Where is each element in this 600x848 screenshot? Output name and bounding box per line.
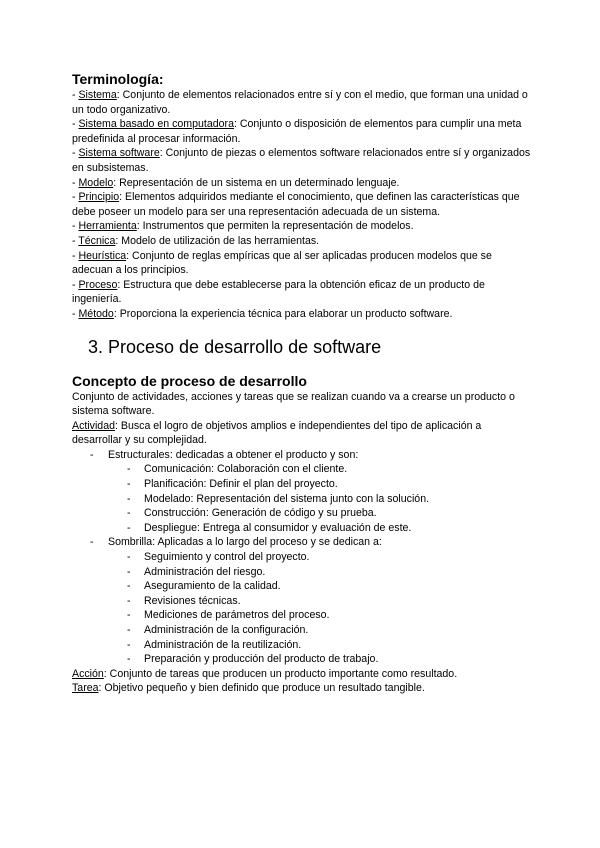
group-sombrilla: - Sombrilla: Aplicadas a lo largo del proceso y se dedican a: (90, 536, 382, 549)
section-heading: 3. Proceso de desarrollo de software (88, 336, 382, 357)
definition: : Conjunto de reglas empíricas que al ser aplicadas producen modelos que se adecuan a los principios. (72, 249, 492, 277)
list-item: - Construcción: Generación de código y su prueba. (127, 507, 377, 520)
term-herramienta: Herramienta (78, 220, 137, 233)
definition: : Objetivo pequeño y bien definido que produce un resultado tangible. (98, 682, 425, 695)
term-tecnica: Técnica (78, 234, 116, 247)
term-proceso: Proceso (78, 278, 118, 291)
terminology-item: - Sistema: Conjunto de elementos relacionados entre sí y con el medio, que forman una unidad o un todo organizativo. (72, 89, 528, 116)
document-content (72, 70, 532, 696)
group-label: Estructurales: dedicadas a obtener el producto y son: (108, 448, 359, 461)
terminology-item: - Sistema basado en computadora: Conjunto o disposición de elementos para cumplir una meta predefinida al procesar información. (72, 118, 522, 145)
term-tarea: Tarea (72, 682, 99, 695)
terminology-item: - Herramienta: Instrumentos que permiten la representación de modelos. (72, 220, 414, 233)
definition: : Modelo de utilización de las herramientas. (115, 234, 320, 247)
list-item: - Mediciones de parámetros del proceso. (127, 609, 330, 622)
activity-groups (72, 448, 532, 667)
group-estructurales: - Estructurales: dedicadas a obtener el producto y son: (90, 448, 359, 461)
list-item: - Administración de la configuración. (127, 624, 309, 636)
terminology-item: - Modelo: Representación de un sistema en un determinado lenguaje. (72, 176, 400, 189)
term-sistema-computadora: Sistema basado en computadora (78, 118, 234, 131)
action-paragraph (72, 667, 532, 682)
definition: : Elementos adquiridos mediante el conocimiento, que definen las características que debe poseer un modelo para ser una representación adecuada de un sistema. (72, 191, 520, 218)
terminology-item: - Técnica: Modelo de utilización de las herramientas. (72, 234, 320, 247)
definition: : Conjunto de tareas que producen un producto importante como resultado. (103, 667, 458, 680)
term-sistema-software: Sistema software (78, 147, 160, 160)
definition: : Proporciona la experiencia técnica para elaborar un producto software. (113, 307, 453, 320)
definition: : Conjunto o disposición de elementos para cumplir una meta predefinida al procesar información. (72, 118, 522, 145)
term-principio: Principio (78, 191, 120, 204)
terminology-item: - Método: Proporciona la experiencia técnica para elaborar un producto software. (72, 307, 453, 320)
list-item: - Administración de la reutilización. (127, 638, 302, 651)
list-item: - Modelado: Representación del sistema junto con la solución. (127, 492, 430, 505)
list-item: - Comunicación: Colaboración con el cliente. (127, 463, 348, 476)
definition: : Representación de un sistema en un determinado lenguaje. (113, 176, 400, 189)
definition: : Estructura que debe establecerse para la obtención eficaz de un producto de ingeniería. (72, 278, 485, 306)
definition: : Conjunto de piezas o elementos software relacionados entre sí y organizados en subsistemas. (72, 147, 531, 174)
term-actividad: Actividad (72, 419, 115, 432)
concept-intro: Conjunto de actividades, acciones y tareas que se realizan cuando va a crearse un producto o sistema software. (72, 390, 515, 418)
concept-heading: Concepto de proceso de desarrollo (72, 372, 307, 389)
term-modelo: Modelo (78, 176, 114, 189)
activity-paragraph (72, 419, 532, 448)
term-heuristica: Heurística (78, 249, 127, 262)
list-item: - Despliegue: Entrega al consumidor y evaluación de este. (127, 521, 412, 534)
list-item: - Administración del riesgo. (127, 565, 266, 578)
term-metodo: Método (78, 307, 114, 320)
term-accion: Acción (72, 667, 104, 680)
terminology-list (72, 88, 532, 322)
terminology-item: - Principio: Elementos adquiridos mediante el conocimiento, que definen las características que debe poseer un modelo para ser una representación adecuada de un sistema. (72, 191, 520, 218)
list-item: - Revisiones técnicas. (127, 594, 241, 607)
terminology-item: - Sistema software: Conjunto de piezas o elementos software relacionados entre sí y organizados en subsistemas. (72, 147, 531, 174)
definition: : Conjunto de elementos relacionados entre sí y con el medio, que forman una unidad o un todo organizativo. (72, 89, 528, 116)
list-item: - Planificación: Definir el plan del proyecto. (127, 478, 338, 491)
list-item: - Aseguramiento de la calidad. (127, 580, 281, 593)
terminology-item: - Heurística: Conjunto de reglas empíricas que al ser aplicadas producen modelos que se adecuan a los principios. (72, 249, 492, 277)
term-sistema: Sistema (78, 89, 117, 101)
list-item: - Seguimiento y control del proyecto. (127, 551, 310, 564)
terminology-item: - Proceso: Estructura que debe establecerse para la obtención eficaz de un producto de ingeniería. (72, 278, 485, 306)
group-label: Sombrilla: Aplicadas a lo largo del proceso y se dedican a: (108, 536, 382, 549)
definition: : Busca el logro de objetivos amplios e independientes del tipo de aplicación a desarrollar y su complejidad. (72, 419, 482, 447)
terminology-heading: Terminología: (72, 71, 164, 87)
definition: : Instrumentos que permiten la representación de modelos. (136, 220, 414, 233)
list-item: - Preparación y producción del producto de trabajo. (127, 653, 379, 666)
task-paragraph (72, 681, 532, 696)
